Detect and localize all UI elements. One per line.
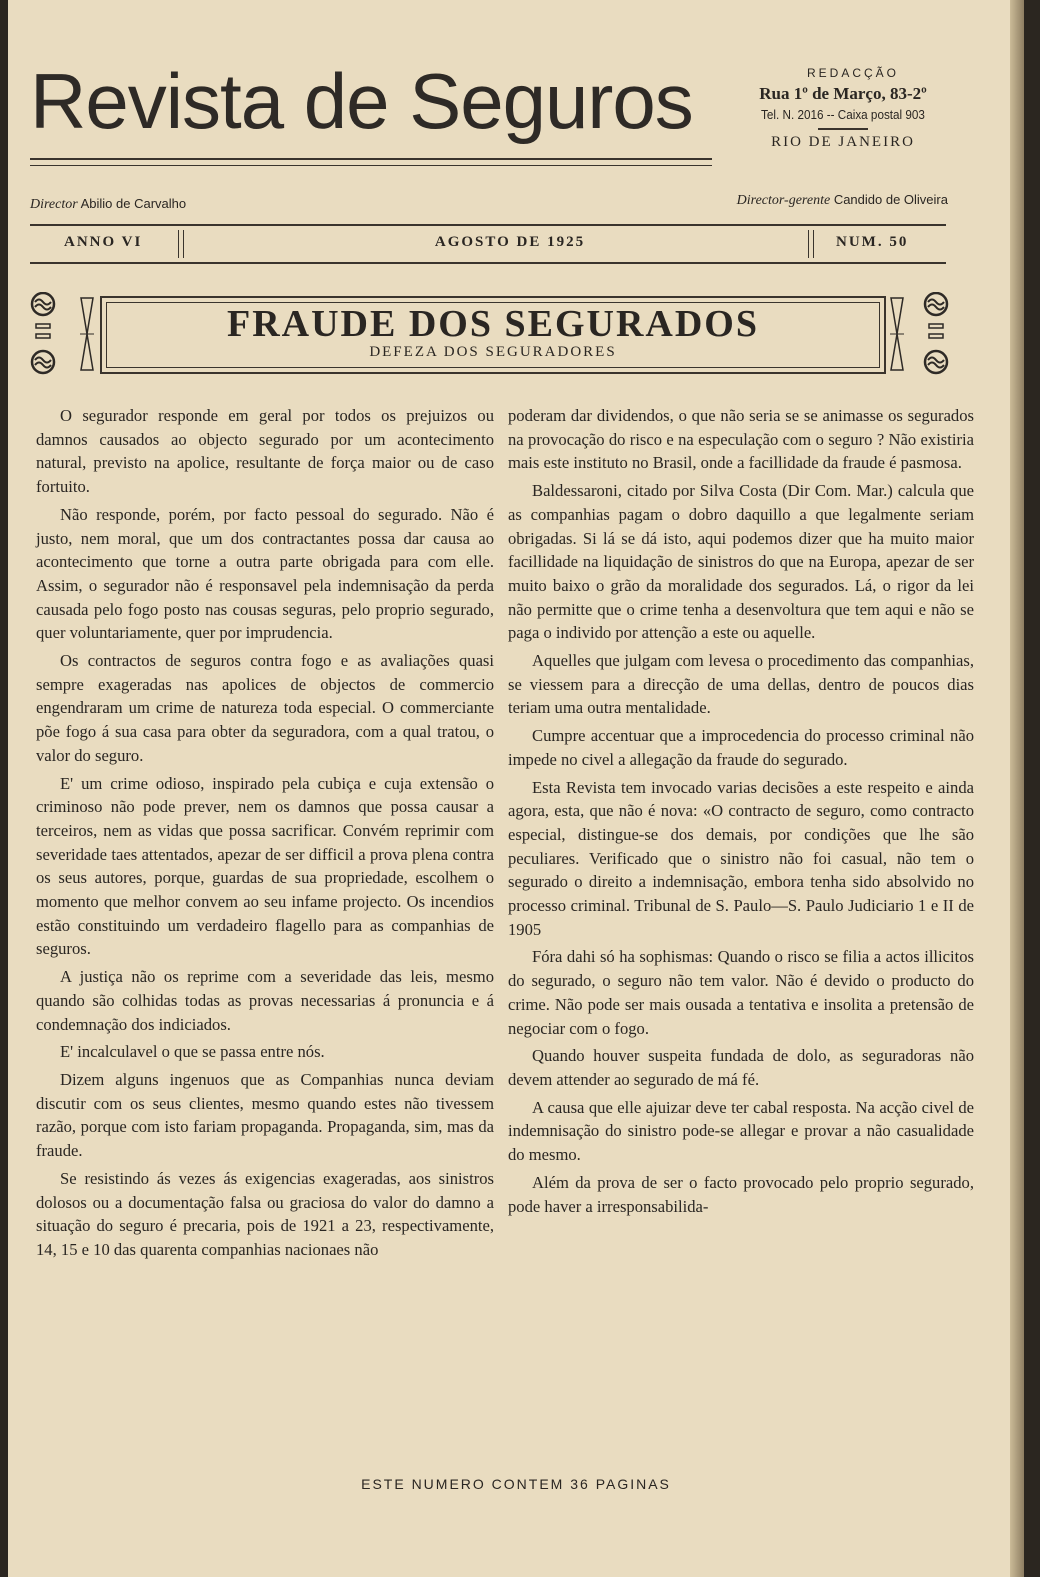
paragraph: A causa que elle ajuizar deve ter cabal resposta. Na acção civel de indemnisação do sinistro pode-se allegar e provar a não casualidade do mesmo.	[508, 1097, 974, 1165]
issue-date: AGOSTO DE 1925	[434, 234, 586, 250]
editorial-office-block	[730, 66, 956, 151]
paragraph: O segurador responde em geral por todos os prejuizos ou damnos causados ao objecto segurado por um acontecimento natural, previsto na apolice, resultante de força maior ou de caso fortuito.	[36, 406, 494, 497]
office-phone: Tel. N. 2016 -- Caixa postal 903	[761, 107, 925, 122]
paragraph: Cumpre accentuar que a improcedencia do processo criminal não impede no civel a allegação da fraude do segurado.	[508, 726, 974, 769]
wave-ornament-icon	[30, 292, 56, 378]
wave-ornament-icon	[923, 292, 949, 378]
newspaper-page	[8, 0, 1024, 1577]
hourglass-ornament-icon	[890, 296, 904, 372]
office-address: Rua 1º de Março, 83-2º	[759, 84, 927, 103]
issue-number: NUM. 50	[836, 234, 909, 250]
manager-credit	[737, 192, 948, 209]
manager-name: Candido de Oliveira	[833, 192, 948, 207]
headline-box	[100, 296, 886, 374]
paragraph: Aquelles que julgam com levesa o procedimento das companhias, se viessem para a direcção de uma dellas, dentro de poucos dias teriam uma outra mentalidade.	[508, 651, 974, 718]
paragraph: Esta Revista tem invocado varias decisões a este respeito e ainda agora, esta, que não é nova: «O contracto de seguro, como contracto especial, distingue-se dos demais, por condições que lhe são peculiares. Verificado que o sinistro não foi casual, não tem o segurado o direito a indemnisação, embora tenha sido absolvido no processo criminal. Tribunal de S. Paulo—S. Paulo Judiciario 1 e II de 1905	[508, 777, 974, 939]
office-city: RIO DE JANEIRO	[771, 134, 915, 150]
article-title: FRAUDE DOS SEGURADOS	[227, 303, 759, 345]
paragraph: Não responde, porém, por facto pessoal do segurado. Não é justo, nem moral, que um dos contractantes possa dar causa ao acontecimento que torne a outra parte obrigada para com elle. Assim, o segurador não é responsavel pela indemnisação da perda causada pelo fogo posto nas cousas seguras, pelo proprio segurado, quer voluntariamente, quer por imprudencia.	[36, 504, 494, 643]
issue-separator	[808, 230, 814, 258]
article-column-left	[36, 404, 494, 1266]
paragraph: A justiça não os reprime com a severidade das leis, mesmo quando são colhidas todas as provas necessarias á pronuncia e á condemnação dos indiciados.	[36, 967, 494, 1034]
director-label: Director	[30, 197, 78, 212]
masthead-title: Revista de Seguros	[30, 57, 693, 145]
paragraph: Baldessaroni, citado por Silva Costa (Dir Com. Mar.) calcula que as companhias pagam o dobro daquillo a que legalmente seriam obrigadas. Si lá se dá isto, aqui podemos dizer que ha muito maior facillidade na liquidação de sinistros do que na Europa, apezar de ser muito baixo o grão da moralidade dos segurados. Lá, o rigor da lei não permitte que o crime tenha a desenvoltura que tem aqui e não se paga o individo por attenção a este ou aquelle.	[508, 481, 974, 643]
paragraph: E' um crime odioso, inspirado pela cubiça e cuja extensão o criminoso não pode prever, nem os damnos que possa causar a terceiros, nem as vidas que possa sacrificar. Convém reprimir com severidade taes attentados, apezar de ser difficil a prova plena contra os seus autores, porque, guardas de sua propriedade, escolhem o momento que melhor convem ao seu infame projecto. Os incendios estão constituindo um verdadeiro flagello para as companhias de seguros.	[36, 773, 494, 959]
paragraph: Os contractos de seguros contra fogo e as avaliações quasi sempre exageradas nas apolices de objectos de commercio engendraram um crime de natureza toda especial. O commerciante põe fogo á sua casa para obter da seguradora, com a qual tratou, o valor do seguro.	[36, 651, 494, 765]
paragraph: Além da prova de ser o facto provocado pelo proprio segurado, pode haver a irresponsabilida-	[508, 1172, 974, 1216]
paragraph: Se resistindo ás vezes ás exigencias exageradas, aos sinistros dolosos ou a documentação falsa ou graciosa do valor do damno a situação do seguro é precaria, pois de 1921 a 23, respectivamente, 14, 15 e 10 das quarenta companhias nacionaes não	[36, 1168, 494, 1259]
paragraph-continued: poderam dar dividendos, o que não seria se se animasse os segurados na provocação do risco e na especulação com o seguro ? Não existiria mais este instituto no Brasil, onde a facillidade da fraude é pasmosa.	[508, 406, 974, 473]
article-subtitle: DEFEZA DOS SEGURADORES	[369, 344, 617, 360]
office-divider	[818, 128, 868, 130]
manager-label: Director-gerente	[736, 193, 831, 208]
page-footer: ESTE NUMERO CONTEM 36 PAGINAS	[361, 1476, 671, 1492]
article-column-right	[508, 404, 974, 1222]
issue-separator	[178, 230, 184, 258]
redaccao-label: REDACÇÃO	[806, 66, 899, 80]
masthead-rule	[30, 158, 712, 166]
issue-year: ANNO VI	[64, 234, 143, 250]
paragraph: Quando houver suspeita fundada de dolo, as seguradoras não devem attender ao segurado de má fé.	[508, 1046, 974, 1089]
page-spine-shadow	[1010, 0, 1024, 1577]
director-name: Abilio de Carvalho	[80, 196, 187, 211]
director-credit	[30, 196, 186, 213]
issue-band	[30, 224, 946, 264]
paragraph: Fóra dahi só ha sophismas: Quando o risco se filia a actos illicitos do segurado, o seguro não tem valor. Não é devido o producto do crime. Não pode ser mais ousada a tentativa e insolita a pretensão de negociar com o fogo.	[508, 947, 974, 1038]
hourglass-ornament-icon	[80, 296, 94, 372]
paragraph: E' incalculavel o que se passa entre nós.	[60, 1042, 325, 1062]
paragraph: Dizem alguns ingenuos que as Companhias nunca deviam discutir com os seus clientes, mesmo quando estes não tivessem razão, porque com isto fariam propaganda. Propaganda, sim, mas da fraude.	[36, 1069, 494, 1161]
